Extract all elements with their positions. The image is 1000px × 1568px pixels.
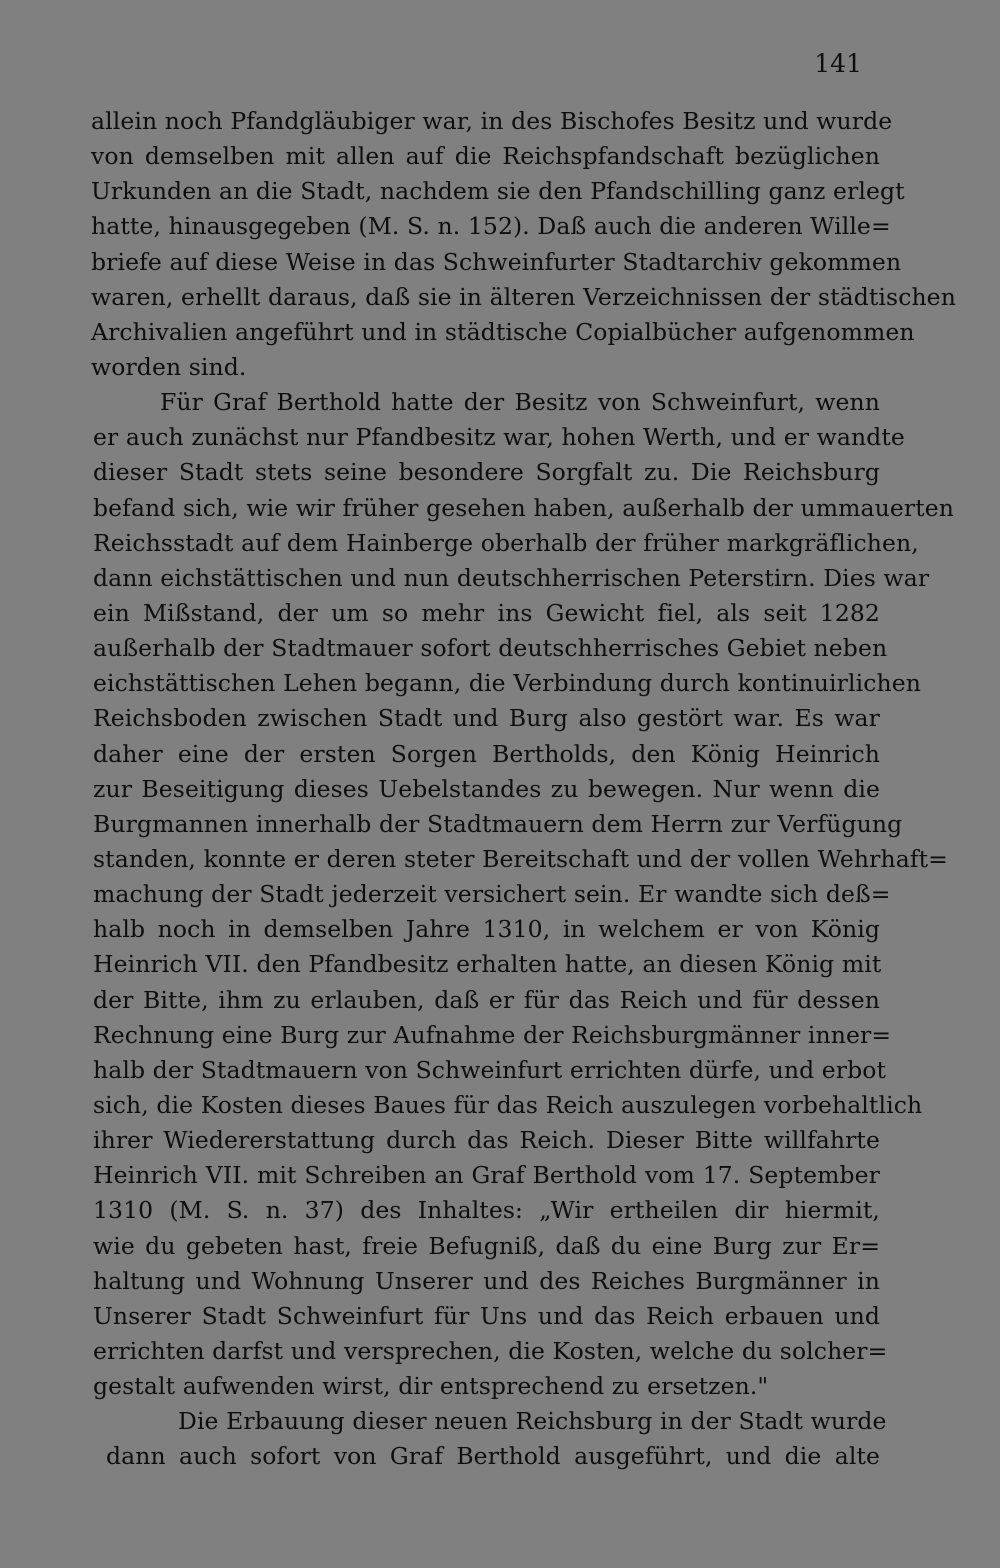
text-line: hatte, hinausgegeben (M. S. n. 152). Daß auch die anderen Wille= [91,212,891,241]
text-line: Reichsboden zwischen Stadt und Burg also gestört war. Es war [93,704,880,733]
text-line: dieser Stadt stets seine besondere Sorgfalt zu. Die Reichsburg [93,458,880,487]
text-line: gestalt aufwenden wirst, dir entsprechend zu ersetzen." [93,1372,769,1401]
text-line: befand sich, wie wir früher gesehen haben, außerhalb der ummauerten [93,493,954,522]
text-line: Unserer Stadt Schweinfurt für Uns und das Reich erbauen und [93,1301,880,1330]
body-text [80,104,956,1474]
text-line: 1310 (M. S. n. 37) des Inhaltes: „Wir ertheilen dir hiermit, [93,1196,880,1225]
text-line: Reichsstadt auf dem Hainberge oberhalb der früher markgräflichen, [93,528,919,557]
text-line: errichten darfst und versprechen, die Kosten, welche du solcher= [93,1336,888,1365]
text-line: allein noch Pfandgläubiger war, in des Bischofes Besitz und wurde [91,107,893,135]
text-line: halb der Stadtmauern von Schweinfurt errichten dürfe, und erbot [93,1055,887,1084]
text-line: ihrer Wiedererstattung durch das Reich. Dieser Bitte willfahrte [93,1126,880,1155]
text-line: von demselben mit allen auf die Reichspfandschaft bezüglichen [91,142,880,171]
text-line: Heinrich VII. den Pfandbesitz erhalten hatte, an diesen König mit [93,950,882,979]
text-line: halb noch in demselben Jahre 1310, in welchem er von König [93,915,880,944]
text-line: ein Mißstand, der um so mehr ins Gewicht fiel, als seit 1282 [93,598,880,627]
text-line: dann auch sofort von Graf Berthold ausgeführt, und die alte [106,1442,880,1471]
text-line: waren, erhellt daraus, daß sie in älteren Verzeichnissen der städtischen [91,282,956,311]
page-number: 141 [814,49,862,78]
text-line: eichstättischen Lehen begann, die Verbindung durch kontinuirlichen [93,669,921,698]
text-line: machung der Stadt jederzeit versichert sein. Er wandte sich deß= [93,880,891,909]
text-line: Rechnung eine Burg zur Aufnahme der Reichsburgmänner inner= [93,1020,892,1049]
text-line: briefe auf diese Weise in das Schweinfurter Stadtarchiv gekommen [91,247,902,276]
text-line: Für Graf Berthold hatte der Besitz von Schweinfurt, wenn [160,388,880,417]
paragraph [80,385,954,1404]
text-line: zur Beseitigung dieses Uebelstandes zu bewegen. Nur wenn die [93,774,880,803]
text-line: sich, die Kosten dieses Baues für das Reich auszulegen vorbehaltlich [93,1090,923,1119]
text-line: er auch zunächst nur Pfandbesitz war, hohen Werth, und er wandte [93,423,905,452]
text-line: worden sind. [91,352,247,381]
text-line: wie du gebeten hast, freie Befugniß, daß du eine Burg zur Er= [93,1231,880,1260]
paragraph [80,1404,887,1474]
text-line: daher eine der ersten Sorgen Bertholds, den König Heinrich [93,739,880,768]
text-line: Burgmannen innerhalb der Stadtmauern dem Herrn zur Verfügung [93,809,903,838]
text-line: Die Erbauung dieser neuen Reichsburg in der Stadt wurde [178,1407,887,1436]
text-line: dann eichstättischen und nun deutschherrischen Peterstirn. Dies war [93,563,930,592]
text-line: außerhalb der Stadtmauer sofort deutschherrisches Gebiet neben [93,634,888,663]
text-line: Urkunden an die Stadt, nachdem sie den Pfandschilling ganz erlegt [91,177,905,206]
text-line: Heinrich VII. mit Schreiben an Graf Berthold vom 17. September [93,1161,880,1190]
text-line: standen, konnte er deren steter Bereitschaft und der vollen Wehrhaft= [93,844,948,873]
text-line: der Bitte, ihm zu erlauben, daß er für das Reich und für dessen [93,985,880,1014]
text-line: haltung und Wohnung Unserer und des Reiches Burgmänner in [93,1266,880,1295]
text-line: Archivalien angeführt und in städtische Copialbücher aufgenommen [91,317,915,346]
paragraph [80,104,956,385]
